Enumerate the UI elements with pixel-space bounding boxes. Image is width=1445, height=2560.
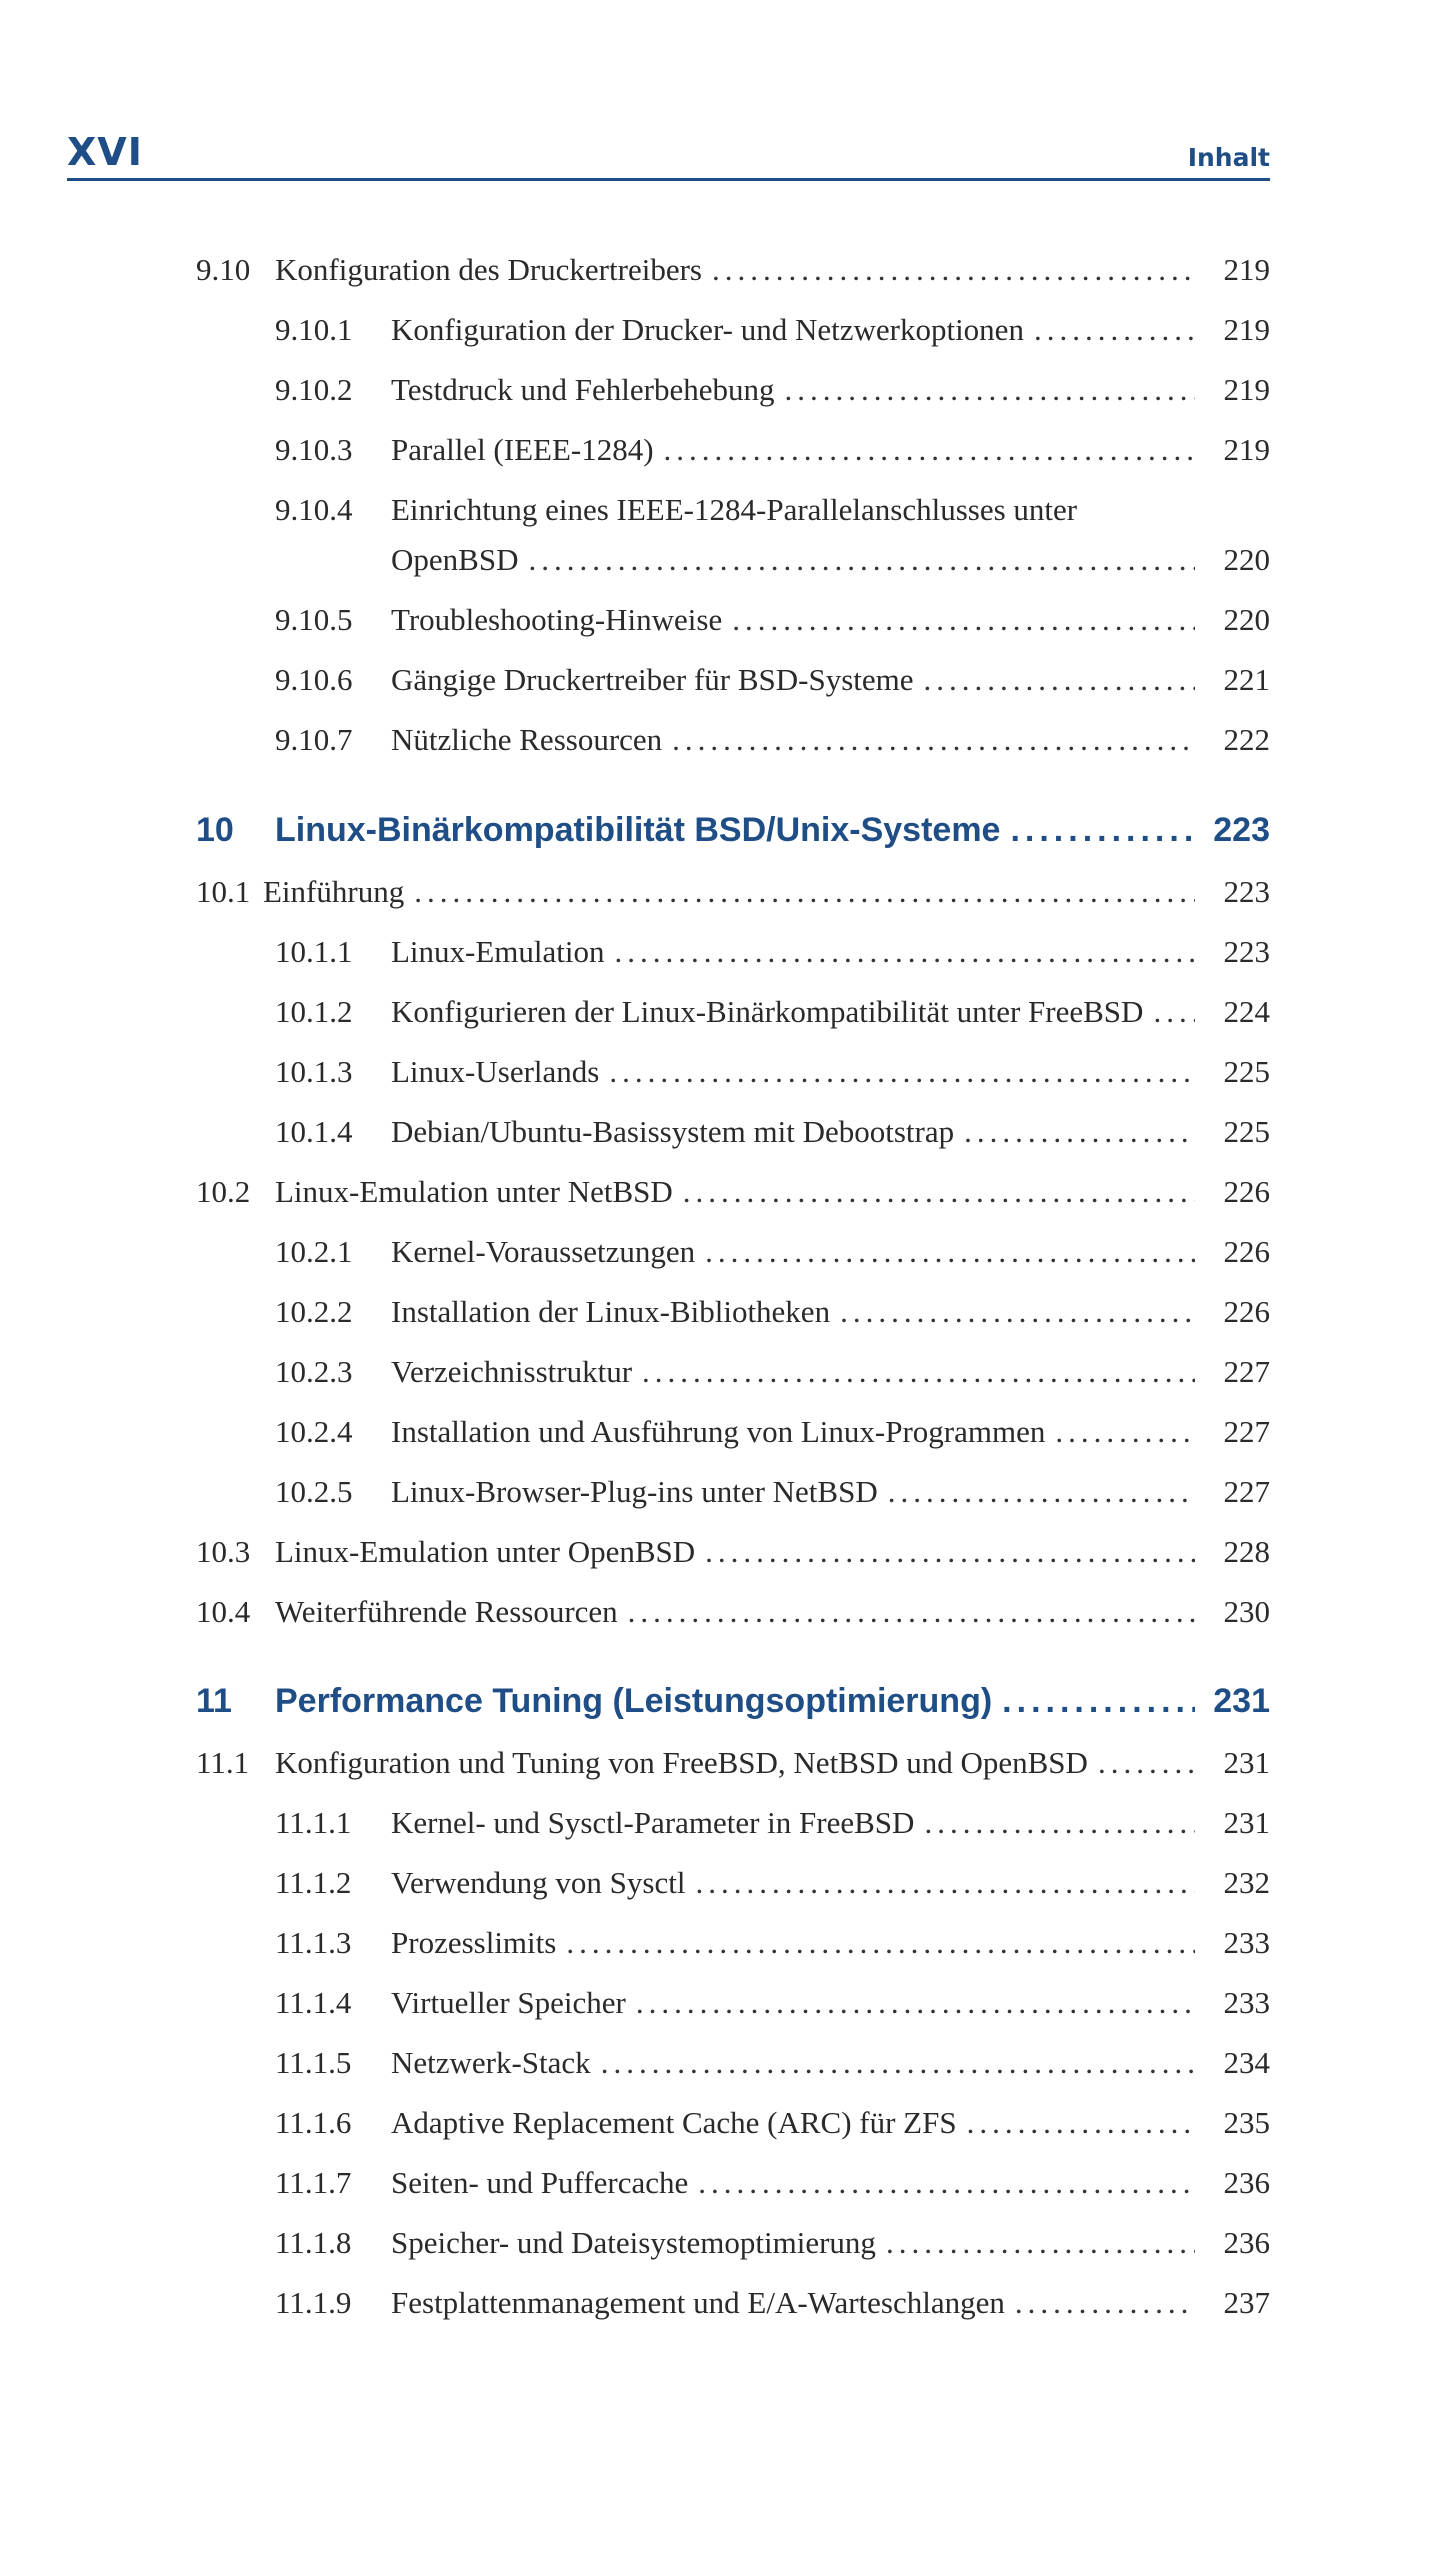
toc-entry[interactable]	[0, 2038, 1445, 2088]
section-number: 11.1	[196, 1745, 250, 1780]
section-number: 9.10	[196, 252, 251, 287]
page-ref: 220	[1223, 602, 1270, 637]
leader-dots	[1015, 2278, 1195, 2328]
toc-entry[interactable]	[0, 305, 1445, 355]
section-title: Parallel (IEEE-1284)	[391, 432, 654, 467]
section-title-continued: OpenBSD	[391, 542, 519, 577]
toc-entry[interactable]	[0, 2218, 1445, 2268]
page-ref: 226	[1223, 1294, 1270, 1329]
page-ref: 231	[1213, 1682, 1270, 1720]
leader-dots	[698, 2158, 1195, 2208]
page-ref: 223	[1223, 874, 1270, 909]
toc-entry[interactable]	[0, 365, 1445, 415]
section-number: 9.10.2	[275, 372, 353, 407]
leader-dots	[601, 2038, 1195, 2088]
chapter-number: 11	[196, 1682, 232, 1720]
leader-dots	[566, 1918, 1195, 1968]
toc-entry[interactable]	[0, 715, 1445, 765]
leader-dots	[712, 245, 1195, 295]
toc-entry[interactable]	[0, 987, 1445, 1037]
section-title: Konfiguration des Druckertreibers	[275, 252, 702, 287]
section-number: 11.1.3	[275, 1925, 352, 1960]
section-number: 11.1.9	[275, 2285, 352, 2320]
leader-dots	[705, 1227, 1195, 1277]
page-ref: 231	[1223, 1805, 1270, 1840]
section-number: 11.1.2	[275, 1865, 352, 1900]
section-title: Einführung	[263, 874, 405, 909]
section-title: Konfigurieren der Linux-Binärkompatibilität unter FreeBSD	[391, 994, 1144, 1029]
section-title: Kernel-Voraussetzungen	[391, 1234, 696, 1269]
section-title: Testdruck und Fehlerbehebung	[391, 372, 775, 407]
toc-entry[interactable]	[0, 1587, 1445, 1637]
section-number: 11.1.1	[275, 1805, 352, 1840]
toc-entry[interactable]	[0, 1167, 1445, 1217]
leader-dots	[964, 1107, 1195, 1157]
toc-entry[interactable]	[0, 1467, 1445, 1517]
leader-dots	[1098, 1738, 1195, 1788]
section-number: 11.1.6	[275, 2105, 352, 2140]
page-ref: 236	[1223, 2165, 1270, 2200]
toc-entry[interactable]	[0, 2098, 1445, 2148]
section-number: 10.1	[196, 874, 251, 909]
leader-dots	[886, 2218, 1195, 2268]
page-ref: 236	[1223, 2225, 1270, 2260]
page-ref: 221	[1223, 662, 1270, 697]
toc-entry[interactable]	[0, 1227, 1445, 1277]
section-number: 10.1.2	[275, 994, 353, 1029]
section-number: 10.3	[196, 1534, 251, 1569]
leader-dots	[528, 535, 1195, 585]
section-number: 10.2	[196, 1174, 251, 1209]
section-number: 10.2.3	[275, 1354, 353, 1389]
page-ref: 225	[1223, 1054, 1270, 1089]
page-ref: 219	[1223, 312, 1270, 347]
leader-dots	[924, 655, 1195, 705]
toc-chapter[interactable]	[0, 805, 1445, 855]
page-ref: 234	[1223, 2045, 1270, 2080]
section-title: Adaptive Replacement Cache (ARC) für ZFS	[391, 2105, 957, 2140]
section-number: 11.1.5	[275, 2045, 352, 2080]
section-number: 10.2.4	[275, 1414, 353, 1449]
page-number: XVI	[67, 130, 143, 174]
section-number: 9.10.4	[275, 492, 353, 527]
page-ref: 219	[1223, 372, 1270, 407]
leader-dots	[888, 1467, 1195, 1517]
page-ref: 233	[1223, 1985, 1270, 2020]
leader-dots	[1055, 1407, 1195, 1457]
toc-chapter[interactable]	[0, 1676, 1445, 1726]
leader-dots	[664, 425, 1195, 475]
page-ref: 223	[1213, 811, 1270, 849]
running-title: Inhalt	[1187, 143, 1270, 172]
page-ref: 233	[1223, 1925, 1270, 1960]
section-title: Nützliche Ressourcen	[391, 722, 663, 757]
page-ref: 227	[1223, 1354, 1270, 1389]
toc-entry[interactable]	[0, 927, 1445, 977]
section-title: Seiten- und Puffercache	[391, 2165, 689, 2200]
running-header	[67, 128, 1270, 181]
chapter-title: Linux-Binärkompatibilität BSD/Unix-Systeme	[275, 811, 1001, 849]
section-title: Linux-Userlands	[391, 1054, 600, 1089]
leader-dots	[1034, 305, 1195, 355]
section-number: 9.10.7	[275, 722, 353, 757]
section-number: 9.10.3	[275, 432, 353, 467]
toc-entry[interactable]	[0, 1858, 1445, 1908]
page-ref: 222	[1223, 722, 1270, 757]
section-title: Festplattenmanagement und E/A-Warteschlangen	[391, 2285, 1005, 2320]
toc-entry[interactable]	[0, 595, 1445, 645]
toc-entry[interactable]	[0, 425, 1445, 475]
section-number: 10.1.3	[275, 1054, 353, 1089]
toc-entry[interactable]	[0, 1527, 1445, 1577]
section-number: 10.1.1	[275, 934, 353, 969]
page-ref: 225	[1223, 1114, 1270, 1149]
page-ref: 226	[1223, 1174, 1270, 1209]
page-ref: 230	[1223, 1594, 1270, 1629]
chapter-title: Performance Tuning (Leistungsoptimierung)	[275, 1682, 993, 1720]
toc-entry[interactable]	[0, 1978, 1445, 2028]
leader-dots	[785, 365, 1195, 415]
page-ref: 227	[1223, 1474, 1270, 1509]
leader-dots	[414, 867, 1195, 917]
section-title: Debian/Ubuntu-Basissystem mit Debootstrap	[391, 1114, 955, 1149]
page-ref: 227	[1223, 1414, 1270, 1449]
page-ref: 228	[1223, 1534, 1270, 1569]
section-title: Prozesslimits	[391, 1925, 557, 1960]
section-number: 9.10.6	[275, 662, 353, 697]
toc-entry[interactable]	[0, 1107, 1445, 1157]
toc-entry[interactable]	[0, 1287, 1445, 1337]
page-ref: 220	[1223, 542, 1270, 577]
toc-entry[interactable]	[0, 1047, 1445, 1097]
section-title: Kernel- und Sysctl-Parameter in FreeBSD	[391, 1805, 915, 1840]
leader-dots	[672, 715, 1195, 765]
section-title: Virtueller Speicher	[391, 1985, 626, 2020]
leader-dots	[1010, 805, 1195, 855]
section-title: Verwendung von Sysctl	[391, 1865, 686, 1900]
toc-entry[interactable]	[0, 867, 1445, 917]
section-title: Gängige Druckertreiber für BSD-Systeme	[391, 662, 914, 697]
section-number: 11.1.4	[275, 1985, 352, 2020]
toc-entry[interactable]	[0, 2158, 1445, 2208]
section-title: Linux-Browser-Plug-ins unter NetBSD	[391, 1474, 878, 1509]
leader-dots	[636, 1978, 1195, 2028]
section-title: Installation der Linux-Bibliotheken	[391, 1294, 831, 1329]
chapter-number: 10	[196, 811, 234, 849]
toc-entry[interactable]	[0, 1798, 1445, 1848]
section-title: Weiterführende Ressourcen	[275, 1594, 618, 1629]
leader-dots	[683, 1167, 1195, 1217]
section-number: 10.2.2	[275, 1294, 353, 1329]
leader-dots	[609, 1047, 1195, 1097]
toc-entry[interactable]	[0, 655, 1445, 705]
page-ref: 237	[1223, 2285, 1270, 2320]
leader-dots	[732, 595, 1195, 645]
toc-entry[interactable]	[0, 245, 1445, 295]
leader-dots	[695, 1858, 1195, 1908]
section-title: Installation und Ausführung von Linux-Programmen	[391, 1414, 1046, 1449]
leader-dots	[642, 1347, 1195, 1397]
page-ref: 226	[1223, 1234, 1270, 1269]
leader-dots	[1153, 987, 1195, 1037]
leader-dots	[615, 927, 1195, 977]
section-number: 10.4	[196, 1594, 251, 1629]
section-number: 9.10.1	[275, 312, 353, 347]
page-ref: 224	[1223, 994, 1270, 1029]
page-ref: 219	[1223, 252, 1270, 287]
section-title: Linux-Emulation unter NetBSD	[275, 1174, 673, 1209]
page-ref: 235	[1223, 2105, 1270, 2140]
section-number: 11.1.8	[275, 2225, 352, 2260]
section-number: 10.2.1	[275, 1234, 353, 1269]
page-ref: 231	[1223, 1745, 1270, 1780]
section-number: 9.10.5	[275, 602, 353, 637]
page-ref: 223	[1223, 934, 1270, 969]
page-ref: 232	[1223, 1865, 1270, 1900]
section-title: Verzeichnisstruktur	[391, 1354, 633, 1389]
section-number: 10.2.5	[275, 1474, 353, 1509]
toc-entry[interactable]	[0, 1918, 1445, 1968]
toc-entry[interactable]	[0, 2278, 1445, 2328]
leader-dots	[1002, 1676, 1195, 1726]
page-ref: 219	[1223, 432, 1270, 467]
leader-dots	[967, 2098, 1195, 2148]
section-title: Konfiguration und Tuning von FreeBSD, NetBSD und OpenBSD	[275, 1745, 1088, 1780]
toc-entry[interactable]	[0, 1738, 1445, 1788]
section-title: Einrichtung eines IEEE-1284-Parallelanschlusses unter	[391, 492, 1078, 527]
section-number: 10.1.4	[275, 1114, 353, 1149]
section-title: Netzwerk-Stack	[391, 2045, 591, 2080]
toc-entry[interactable]	[0, 1407, 1445, 1457]
section-title: Linux-Emulation	[391, 934, 605, 969]
toc-entry[interactable]	[0, 1347, 1445, 1397]
leader-dots	[924, 1798, 1195, 1848]
section-title: Konfiguration der Drucker- und Netzwerkoptionen	[391, 312, 1024, 347]
leader-dots	[840, 1287, 1195, 1337]
leader-dots	[705, 1527, 1195, 1577]
section-title: Linux-Emulation unter OpenBSD	[275, 1534, 696, 1569]
toc-entry[interactable]	[0, 485, 1445, 595]
section-title: Speicher- und Dateisystemoptimierung	[391, 2225, 876, 2260]
section-number: 11.1.7	[275, 2165, 352, 2200]
leader-dots	[628, 1587, 1195, 1637]
section-title: Troubleshooting-Hinweise	[391, 602, 723, 637]
